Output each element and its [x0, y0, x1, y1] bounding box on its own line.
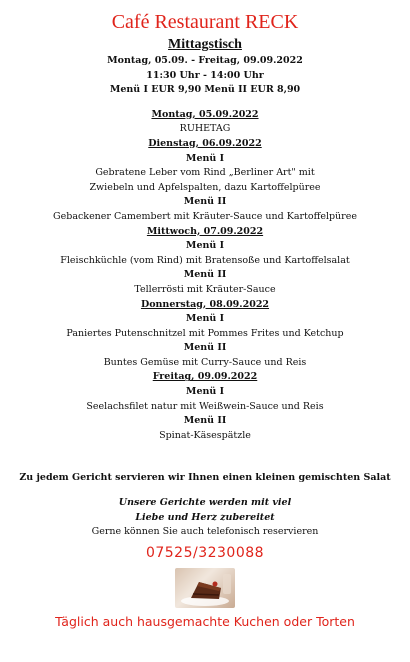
dish-line: Paniertes Putenschnitzel mit Pommes Frites und Ketchup [66, 327, 344, 339]
dish-line: Buntes Gemüse mit Curry-Sauce und Reis [103, 356, 307, 368]
dish-line: Zwiebeln und Apfelspalten, dazu Kartoffelpüree [89, 181, 321, 193]
day-title-thursday: Donnerstag, 08.09.2022 [140, 298, 270, 310]
opening-hours: 11:30 Uhr - 14:00 Uhr [146, 69, 264, 81]
spacer [0, 98, 410, 108]
menu-label: Menü I [185, 152, 225, 164]
monday-note: RUHETAG [179, 123, 231, 135]
day-title-monday: Montag, 05.09.2022 [151, 108, 259, 120]
section-title: Mittagstisch [168, 37, 242, 52]
menu-label: Menü I [185, 313, 225, 325]
love-line-2: Liebe und Herz zubereitet [135, 511, 275, 523]
day-title-friday: Freitag, 09.09.2022 [152, 371, 258, 383]
cake-icon [175, 568, 235, 608]
spacer [0, 486, 410, 496]
salad-note: Zu jedem Gericht servieren wir Ihnen einen kleinen gemischten Salat [19, 472, 391, 484]
dish-line: Fleischküchle (vom Rind) mit Bratensoße und Kartoffelsalat [60, 254, 350, 266]
day-title-tuesday: Dienstag, 06.09.2022 [148, 137, 262, 149]
dish-line: Gebackener Camembert mit Kräuter-Sauce und Kartoffelpüree [53, 210, 357, 222]
dish-line: Tellerrösti mit Kräuter-Sauce [134, 283, 276, 295]
day-title-wednesday: Mittwoch, 07.09.2022 [146, 225, 264, 237]
phone-number: 07525/3230088 [145, 544, 265, 561]
reserve-note: Gerne können Sie auch telefonisch reservieren [91, 526, 319, 538]
chocolate-cake-image [175, 568, 235, 608]
dish-line: Gebratene Leber vom Rind „Berliner Art" mit [95, 167, 315, 179]
menu-prices: Menü I EUR 9,90 Menü II EUR 8,90 [109, 84, 301, 96]
menu-label: Menü II [183, 196, 227, 208]
menu-label: Menü I [185, 386, 225, 398]
footer-cakes: Täglich auch hausgemachte Kuchen oder Torten [55, 613, 355, 629]
menu-label: Menü II [183, 415, 227, 427]
love-line-1: Unsere Gerichte werden mit viel [118, 497, 292, 509]
menu-label: Menü II [183, 269, 227, 281]
restaurant-name: Café Restaurant RECK [111, 11, 299, 33]
menu-label: Menü II [183, 342, 227, 354]
menu-label: Menü I [185, 240, 225, 252]
dish-line: Spinat-Käsespätzle [159, 429, 251, 441]
dish-line: Seelachsfilet natur mit Weißwein-Sauce und Reis [86, 400, 324, 412]
date-range: Montag, 05.09. - Freitag, 09.09.2022 [107, 55, 303, 66]
spacer [0, 443, 410, 471]
